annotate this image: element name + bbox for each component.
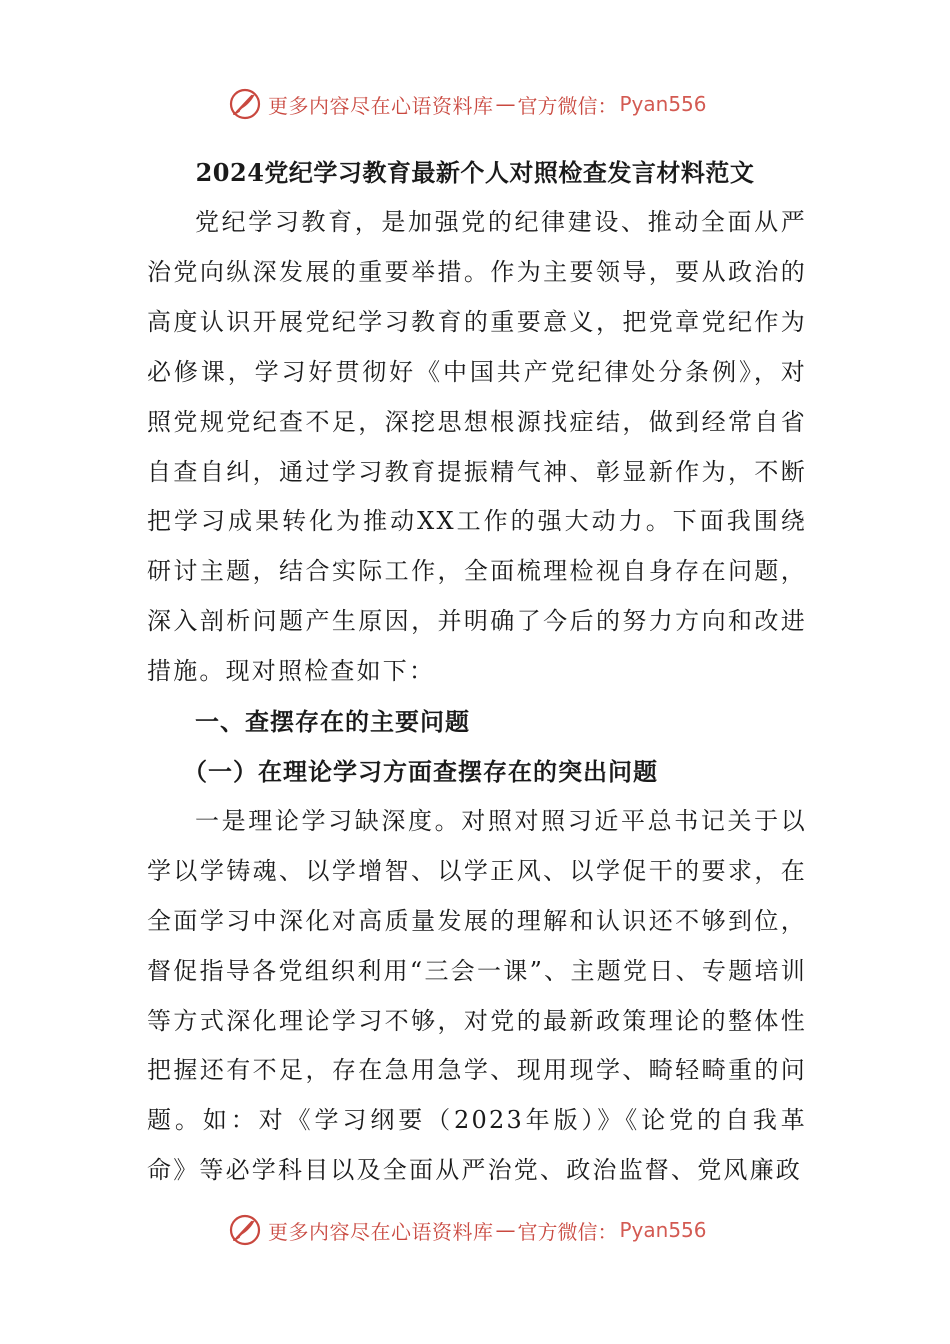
quill-logo-icon xyxy=(228,87,262,121)
watermark-footer xyxy=(228,1210,707,1250)
body-paragraph: 一是理论学习缺深度。对照对照习近平总书记关于以学以学铸魂、以学增智、以学正风、以学促干的要求，在全面学习中深化对高质量发展的理解和认识还不够到位，督促指导各党组织利用“三会一课”、主题党日、专题培训等方式深化理论学习不够，对党的最新政策理论的整体性把握还有不足，存在急用急学、现用现学、畸轻畸重的问题。如：对《学习纲要（2023年版）》《论党的自我革命》等必学科目以及全面从严治党、政治监督、党风廉政 xyxy=(147,806,807,1185)
document-title: 2024党纪学习教育最新个人对照检查发言材料范文 xyxy=(195,158,755,187)
watermark-wechat-id: Pyan556 xyxy=(619,92,707,116)
document-body xyxy=(147,198,807,1196)
watermark-dash: — xyxy=(495,1218,516,1242)
subsection-heading: （一）在理论学习方面查摆存在的突出问题 xyxy=(183,756,658,786)
quill-logo-icon xyxy=(228,1213,262,1247)
watermark-wechat-label: 官方微信： xyxy=(517,1219,618,1244)
watermark-header xyxy=(228,84,707,124)
intro-paragraph: 党纪学习教育，是加强党的纪律建设、推动全面从严治党向纵深发展的重要举措。作为主要领导，要从政治的高度认识开展党纪学习教育的重要意义，把党章党纪作为必修课，学习好贯彻好《中国共产党纪律处分条例》，对照党规党纪查不足，深挖思想根源找症结，做到经常自省自查自纠，通过学习教育提振精气神、彰显新作为，不断把学习成果转化为推动XX工作的强大动力。下面我围绕研讨主题，结合实际工作，全面梳理检视自身存在问题，深入剖析问题产生原因，并明确了今后的努力方向和改进措施。现对照检查如下： xyxy=(147,208,807,686)
watermark-main-text: 更多内容尽在心语资料库 xyxy=(268,93,494,118)
watermark-wechat-label: 官方微信： xyxy=(517,93,618,118)
watermark-main-text: 更多内容尽在心语资料库 xyxy=(268,1219,494,1244)
section-heading: 一、查摆存在的主要问题 xyxy=(195,707,470,737)
watermark-dash: — xyxy=(495,92,516,116)
watermark-wechat-id: Pyan556 xyxy=(619,1218,707,1242)
